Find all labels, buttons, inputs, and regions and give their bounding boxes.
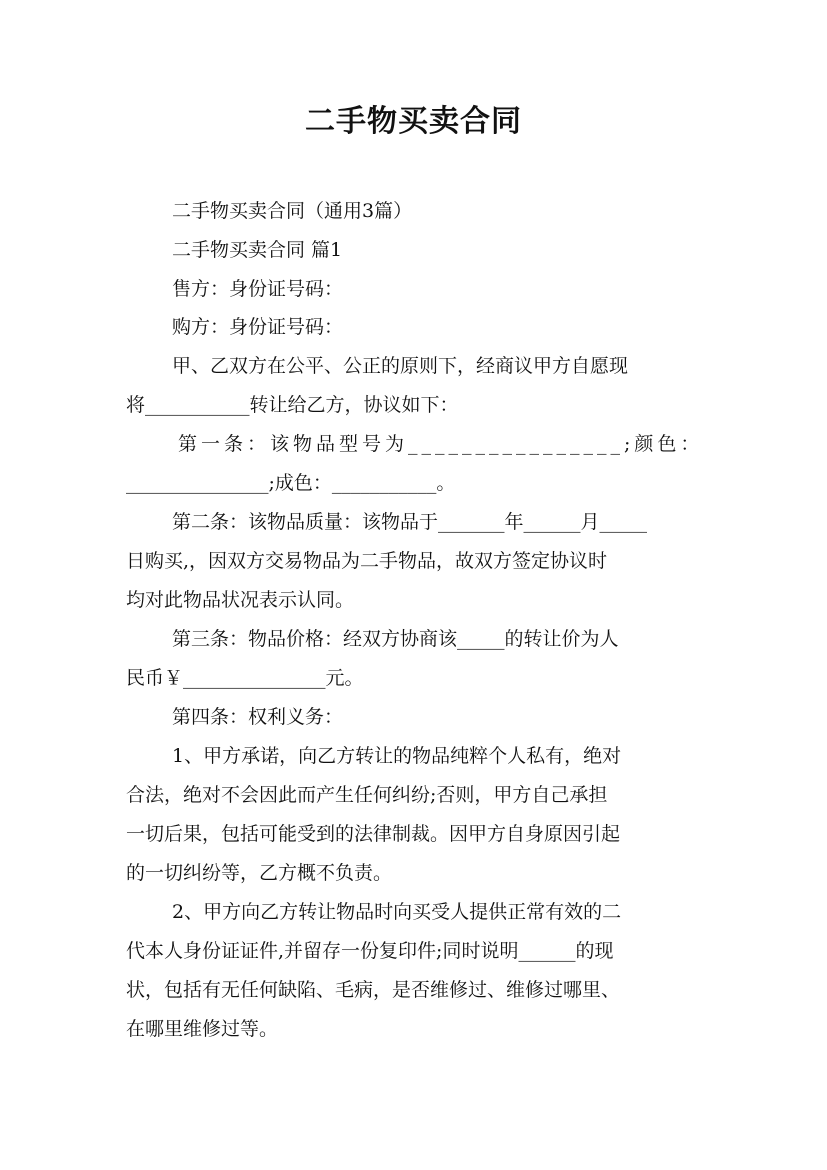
clause-1-line: 一切后果，包括可能受到的法律制裁。因甲方自身原因引起 <box>126 823 621 845</box>
clause-2-line: 在哪里维修过等。 <box>126 1018 279 1040</box>
clause-2-line: 2、甲方向乙方转让物品时向买受人提供正常有效的二 <box>172 901 622 923</box>
article-3-line: 民币￥_______________元。 <box>126 667 364 689</box>
article-2-line: 均对此物品状况表示认同。 <box>126 589 355 611</box>
article-1-line: 第一条：该物品型号为________________;颜色： <box>178 433 704 455</box>
article-2-line: 第二条：该物品质量：该物品于_______年______月_____ <box>172 511 648 533</box>
paragraph-line: 将___________转让给乙方，协议如下： <box>126 394 459 416</box>
clause-2-line: 状，包括有无任何缺陷、毛病，是否维修过、维修过哪里、 <box>126 979 621 1001</box>
buyer-line: 购方：身份证号码： <box>172 316 344 338</box>
clause-1-line: 1、甲方承诺，向乙方转让的物品纯粹个人私有，绝对 <box>172 745 622 767</box>
subtitle-line: 二手物买卖合同（通用3篇） <box>172 200 413 222</box>
article-3-line: 第三条：物品价格：经双方协商该_____的转让价为人 <box>172 628 619 650</box>
clause-1-line: 合法，绝对不会因此而产生任何纠纷;否则，甲方自己承担 <box>126 784 608 806</box>
clause-1-line: 的一切纠纷等，乙方概不负责。 <box>126 862 393 884</box>
seller-line: 售方：身份证号码： <box>172 278 344 300</box>
section-heading: 二手物买卖合同 篇1 <box>172 239 343 261</box>
document-title: 二手物买卖合同 <box>305 104 522 139</box>
paragraph-line: 甲、乙双方在公平、公正的原则下，经商议甲方自愿现 <box>172 355 629 377</box>
article-2-line: 日购买,，因双方交易物品为二手物品，故双方签定协议时 <box>126 550 608 572</box>
article-4-heading: 第四条：权利义务： <box>172 706 344 728</box>
clause-2-line: 代本人身份证证件,并留存一份复印件;同时说明______的现 <box>126 940 614 962</box>
article-1-line: _______________;成色：___________。 <box>126 472 456 494</box>
